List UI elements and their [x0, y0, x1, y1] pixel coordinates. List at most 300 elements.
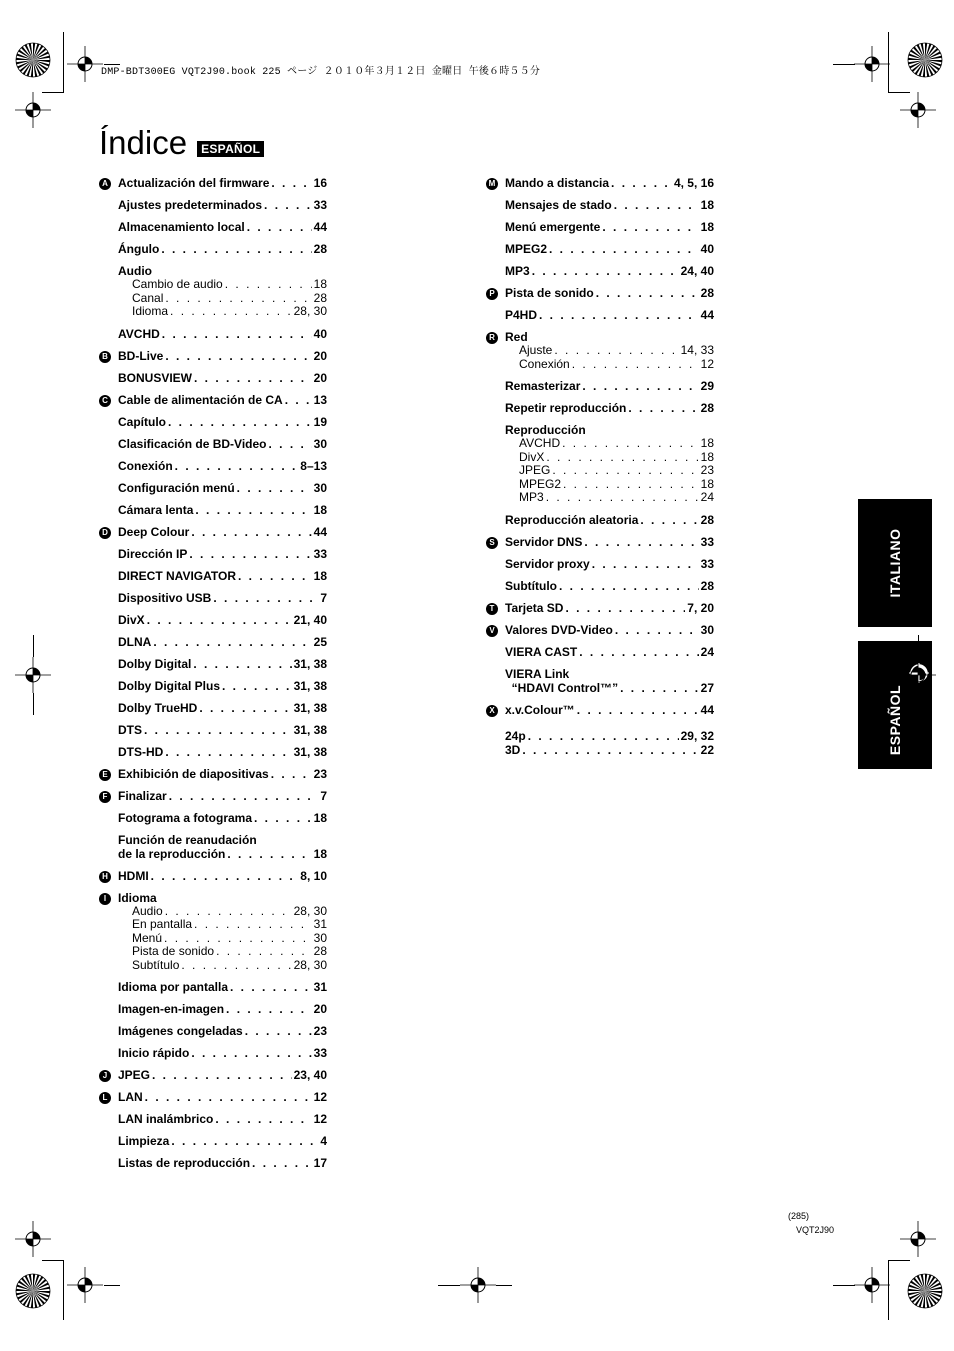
index-entry [486, 264, 714, 278]
index-subentry-pages: 18 [700, 476, 714, 491]
index-subentry-label: AVCHD [519, 436, 561, 450]
index-entry-label: DLNA [118, 634, 152, 649]
index-entry-label: Fotograma a fotograma [118, 810, 253, 825]
index-entry-pages: 44 [700, 308, 714, 322]
index-subentry-pages: 12 [700, 356, 714, 371]
title-text: Índice [99, 124, 188, 161]
index-entry-label: Limpieza [118, 1134, 170, 1148]
index-entry-pages: 27 [700, 680, 714, 695]
index-entry-pages: 44 [313, 220, 327, 234]
index-entry-pages: 8, 10 [300, 868, 327, 883]
index-subentry-row [132, 305, 327, 319]
index-entry-label: VIERA CAST [505, 644, 578, 659]
registration-mark-icon [900, 1221, 936, 1257]
index-subentry-pages: 18 [700, 436, 714, 450]
index-entry-pages: 12 [313, 1090, 327, 1104]
dot-leader [193, 657, 291, 671]
index-entry-pages: 25 [313, 634, 327, 649]
index-entry-row [118, 525, 327, 539]
dot-leader [254, 811, 312, 825]
dot-leader [165, 292, 311, 306]
index-entry-label: Mensajes de stado [505, 198, 612, 212]
dot-leader [572, 358, 699, 372]
index-entry-label: Exhibición de diapositivas [118, 766, 269, 781]
letter-marker-r: R [486, 332, 498, 344]
index-entry-pages: 18 [700, 220, 714, 234]
crop-mark [918, 635, 919, 657]
index-subentry-row [132, 292, 327, 306]
index-entry [486, 513, 714, 527]
index-entry-pages: 33 [313, 546, 327, 561]
dot-leader [546, 491, 699, 505]
document-code: VQT2J90 [796, 1225, 835, 1235]
index-entry [99, 198, 327, 212]
index-entry-pages: 20 [313, 1002, 327, 1016]
dot-leader [151, 869, 299, 883]
dot-leader [271, 176, 311, 190]
crop-mark [496, 1285, 512, 1286]
index-entry-pages: 31, 38 [293, 700, 327, 715]
letter-marker-b: B [99, 351, 111, 363]
index-entry-label: Servidor proxy [505, 556, 590, 571]
index-entry [99, 415, 327, 429]
dot-leader [171, 1134, 318, 1148]
index-entry-row [118, 847, 327, 861]
index-subentry-pages: 14, 33 [680, 343, 714, 357]
index-entry-row [118, 569, 327, 583]
dot-leader [222, 679, 292, 693]
index-entry-row [118, 503, 327, 517]
index-entry-label: LAN [118, 1090, 143, 1104]
index-entry-row [118, 327, 327, 341]
index-entry [99, 242, 327, 256]
dot-leader [189, 547, 311, 561]
index-entry-label: Subtítulo [505, 578, 557, 593]
index-subentry-row [519, 437, 714, 451]
index-entry-label: Dolby Digital [118, 656, 192, 671]
index-entry-row [118, 1134, 327, 1148]
index-entry-label: Dolby Digital Plus [118, 678, 221, 693]
dot-leader [577, 703, 699, 717]
crop-mark [63, 1260, 64, 1320]
index-entry-label: Idioma por pantalla [118, 980, 229, 994]
index-entry-row [118, 1024, 327, 1038]
index-subentry-row [519, 451, 714, 465]
color-rosette-icon [905, 1271, 945, 1311]
index-entry [486, 220, 714, 234]
index-entry [486, 242, 714, 256]
index-entry-row [118, 437, 327, 451]
dot-leader [144, 723, 292, 737]
index-entry [99, 613, 327, 627]
index-subentry-label: Audio [132, 903, 163, 918]
dot-leader [147, 613, 292, 627]
dot-leader [620, 681, 699, 695]
index-entry-label: Dolby TrueHD [118, 700, 198, 715]
index-entry-heading: Idioma [118, 890, 157, 905]
index-entry [486, 729, 714, 743]
index-entry [99, 503, 327, 517]
index-subentry-row [519, 491, 714, 505]
index-entry [486, 176, 714, 190]
crop-mark [33, 635, 34, 657]
index-entry-pages: 33 [313, 1046, 327, 1060]
dot-leader [226, 1002, 312, 1016]
dot-leader [194, 918, 312, 932]
index-entry-label: Menú emergente [505, 220, 601, 234]
index-entry-row [505, 220, 714, 234]
index-entry-pages: 28 [700, 401, 714, 415]
index-subentry-row [519, 344, 714, 358]
index-entry [99, 349, 327, 363]
dot-leader [165, 349, 311, 363]
crop-mark [888, 32, 889, 92]
dot-leader [181, 959, 291, 973]
dot-leader [145, 1090, 312, 1104]
index-entry-row [118, 198, 327, 212]
index-entry-label: Actualización del firmware [118, 176, 270, 190]
side-tab-italiano[interactable] [858, 499, 932, 627]
index-entry-pages: 4, 5, 16 [673, 176, 714, 190]
dot-leader [565, 601, 685, 615]
index-entry-row [505, 703, 714, 717]
dot-leader [522, 743, 698, 757]
index-entry [99, 327, 327, 341]
dot-leader [252, 1156, 312, 1170]
page-title [99, 126, 264, 159]
index-entry [486, 667, 714, 695]
dot-leader [194, 371, 312, 385]
color-rosette-icon [13, 40, 53, 80]
index-entry-pages: 33 [700, 556, 714, 571]
index-entry-label: Inicio rápido [118, 1046, 190, 1060]
index-subentry-row [132, 959, 327, 973]
letter-marker-v: V [486, 625, 498, 637]
index-entry-row [118, 657, 327, 671]
index-entry-row [118, 481, 327, 495]
crop-mark [63, 32, 64, 92]
index-entry-pages: 12 [313, 1112, 327, 1126]
index-entry-row [505, 264, 714, 278]
color-rosette-icon [13, 1271, 53, 1311]
index-subentry-pages: 18 [313, 277, 327, 291]
dot-leader [247, 220, 312, 234]
index-entry [486, 703, 714, 717]
index-subentry-label: Menú [132, 930, 163, 945]
index-subentries [118, 278, 327, 319]
index-subentry-pages: 31 [313, 917, 327, 931]
index-entry-label: HDMI [118, 868, 149, 883]
index-entry-label: DIRECT NAVIGATOR [118, 568, 237, 583]
index-entry-label: DivX [118, 612, 145, 627]
letter-marker-a: A [99, 178, 111, 190]
index-entry [99, 789, 327, 803]
index-entry-row [118, 371, 327, 385]
dot-leader [285, 393, 312, 407]
index-entry [99, 657, 327, 671]
dot-leader [264, 198, 312, 212]
dot-leader [170, 305, 292, 319]
index-entry-pages: 31 [313, 980, 327, 994]
registration-mark-icon [854, 46, 890, 82]
dot-leader [628, 401, 698, 415]
crop-mark [888, 1260, 910, 1261]
index-entry-pages: 17 [313, 1156, 327, 1170]
index-subentries [505, 437, 714, 505]
index-subentry-pages: 28 [313, 944, 327, 958]
index-subentry-pages: 28 [313, 290, 327, 305]
index-entry [99, 891, 327, 973]
index-subentry-row [132, 945, 327, 959]
index-entry-row [118, 1068, 327, 1082]
index-entry-pages: 29, 32 [680, 728, 714, 743]
index-entry [99, 569, 327, 583]
index-subentry-label: Canal [132, 290, 164, 305]
crop-mark [833, 64, 855, 65]
letter-marker-e: E [99, 769, 111, 781]
index-subentry-label: En pantalla [132, 917, 193, 931]
index-entry-row [118, 789, 327, 803]
dot-leader [268, 437, 311, 451]
index-entry-pages: 31, 38 [293, 678, 327, 693]
index-entry [486, 308, 714, 322]
index-entry-label: Repetir reproducción [505, 401, 627, 415]
index-entry-label: Imagen-en-imagen [118, 1002, 225, 1016]
index-entry-pages: 18 [313, 846, 327, 861]
index-entry-row [118, 723, 327, 737]
crop-mark [42, 1260, 64, 1261]
index-entry-label: Reproducción aleatoria [505, 512, 639, 527]
dot-leader [191, 525, 311, 539]
index-subentry-label: Idioma [132, 304, 169, 318]
index-entry [99, 1156, 327, 1170]
index-entry-pages: 23 [313, 1024, 327, 1038]
index-subentry-row [132, 905, 327, 919]
index-entry [99, 1090, 327, 1104]
index-entry-row [118, 1046, 327, 1060]
letter-marker-s: S [486, 537, 498, 549]
index-entry-label: Listas de reproducción [118, 1156, 251, 1170]
dot-leader [596, 286, 699, 300]
dot-leader [245, 1024, 312, 1038]
index-entry [99, 220, 327, 234]
index-entry-label: AVCHD [118, 326, 160, 341]
dot-leader [199, 701, 291, 715]
index-entry-row [118, 745, 327, 759]
index-entry-pages: 31, 38 [293, 656, 327, 671]
dot-leader [191, 1046, 311, 1060]
index-entry-row [118, 679, 327, 693]
letter-marker-c: C [99, 395, 111, 407]
dot-leader [169, 789, 319, 803]
crop-mark [918, 693, 919, 715]
index-entry-row [505, 198, 714, 212]
registration-mark-icon [460, 1267, 496, 1303]
index-entry [99, 1002, 327, 1016]
index-column-right [486, 176, 714, 765]
index-entry-pages: 4 [320, 1134, 327, 1148]
index-entry-pages: 18 [313, 502, 327, 517]
index-entry [486, 286, 714, 300]
letter-marker-f: F [99, 791, 111, 803]
index-entry-label: DTS [118, 722, 142, 737]
index-entry-row [118, 176, 327, 190]
index-subentry-row [132, 278, 327, 292]
index-entry [486, 743, 714, 757]
index-subentry-pages: 24 [700, 490, 714, 504]
index-entry [99, 1046, 327, 1060]
index-entry-row [505, 242, 714, 256]
dot-leader [592, 557, 699, 571]
index-entry-row [118, 242, 327, 256]
index-entry-label: Imágenes congeladas [118, 1024, 243, 1038]
index-entry-pages: 13 [313, 392, 327, 407]
index-entry-row [118, 869, 327, 883]
index-entry-label: Finalizar [118, 788, 167, 803]
index-entry-pages: 28 [700, 512, 714, 527]
index-entry-label: DTS-HD [118, 744, 164, 759]
index-entry [486, 401, 714, 415]
index-entry-heading: Audio [118, 264, 152, 278]
index-entry-label: Almacenamiento local [118, 220, 245, 234]
index-entry-label: Ajustes predeterminados [118, 198, 263, 212]
index-subentries [118, 905, 327, 973]
registration-mark-icon [900, 657, 936, 693]
dot-leader [237, 481, 312, 495]
index-entry-pages: 40 [700, 242, 714, 256]
index-entry-row [118, 1112, 327, 1126]
index-subentry-label: Ajuste [519, 343, 553, 357]
index-entry-row [118, 613, 327, 627]
dot-leader [152, 1068, 292, 1082]
index-entry-pages: 29 [700, 379, 714, 393]
index-entry-pages: 30 [700, 622, 714, 637]
dot-leader [195, 503, 311, 517]
registration-mark-icon [67, 46, 103, 82]
index-subentry-pages: 30 [313, 930, 327, 945]
dot-leader [614, 198, 699, 212]
index-entry-pages: 44 [313, 524, 327, 539]
dot-leader [559, 579, 699, 593]
index-entry-row [118, 1002, 327, 1016]
index-entry [486, 557, 714, 571]
index-entry-pages: 28 [700, 286, 714, 300]
letter-marker-m: M [486, 178, 498, 190]
dot-leader [175, 459, 299, 473]
index-entry-label: Clasificación de BD-Video [118, 436, 267, 451]
index-entry-row [505, 579, 714, 593]
index-entry-pages: 30 [313, 480, 327, 495]
index-entry-row [118, 767, 327, 781]
index-subentry-row [519, 358, 714, 372]
index-entry-row [505, 176, 714, 190]
index-entry-label: Dispositivo USB [118, 590, 212, 605]
registration-mark-icon [854, 1267, 890, 1303]
index-entry [99, 264, 327, 319]
index-entry-label: Deep Colour [118, 524, 190, 539]
index-entry [486, 379, 714, 393]
index-entry-label: Remasterizar [505, 379, 581, 393]
index-entry [99, 1134, 327, 1148]
dot-leader [584, 535, 698, 549]
index-entry [99, 767, 327, 781]
index-entry [486, 535, 714, 549]
letter-marker-p: P [486, 288, 498, 300]
index-entry-heading: Reproducción [505, 423, 586, 437]
crop-mark [833, 1285, 855, 1286]
index-entry-pages: 24 [700, 644, 714, 659]
index-entry-row [505, 401, 714, 415]
index-entry-pages: 28 [700, 578, 714, 593]
index-subentry-label: MP3 [519, 490, 544, 504]
index-column-left [99, 176, 327, 1178]
index-entry [486, 423, 714, 505]
index-entry [99, 701, 327, 715]
index-entry [99, 176, 327, 190]
index-entry-pages: 24, 40 [680, 264, 714, 278]
index-entry-label: Capítulo [118, 414, 166, 429]
index-entry-pages: 19 [313, 414, 327, 429]
letter-marker-l: L [99, 1092, 111, 1104]
index-entry-label: Conexión [118, 458, 173, 473]
index-subentry-row [132, 918, 327, 932]
index-entry [99, 745, 327, 759]
index-entry-row [505, 286, 714, 300]
index-entry [99, 459, 327, 473]
index-entry-pages: 28 [313, 242, 327, 256]
index-subentry-pages: 28, 30 [293, 304, 327, 318]
index-entry-pages: 33 [700, 534, 714, 549]
index-entry [99, 525, 327, 539]
crop-mark [888, 1260, 889, 1320]
index-entry-row [118, 591, 327, 605]
dot-leader [164, 932, 312, 946]
index-entry-pages: 18 [313, 810, 327, 825]
dot-leader [161, 242, 311, 256]
dot-leader [528, 729, 679, 743]
index-entry-label: “HDAVI Control™” [505, 680, 619, 695]
dot-leader [602, 220, 698, 234]
letter-marker-j: J [99, 1070, 111, 1082]
letter-marker-h: H [99, 871, 111, 883]
crop-mark [438, 1285, 460, 1286]
index-entry-pages: 40 [313, 326, 327, 341]
index-entry-row [505, 601, 714, 615]
index-entry-pages: 31, 38 [293, 744, 327, 759]
index-entry-row [505, 623, 714, 637]
index-entry-pages: 44 [700, 702, 714, 717]
index-entry-pages: 20 [313, 370, 327, 385]
dot-leader [227, 847, 311, 861]
index-entry-row [118, 635, 327, 649]
index-entry-row [118, 1090, 327, 1104]
dot-leader [563, 478, 699, 492]
index-subentry-row [519, 478, 714, 492]
index-entry-label: Pista de sonido [505, 286, 594, 300]
index-entry-pages: 31, 38 [293, 722, 327, 737]
index-entry-label: MP3 [505, 264, 530, 278]
index-entry-pages: 7 [320, 590, 327, 605]
side-tab-italiano-label: ITALIANO [887, 528, 903, 598]
dot-leader [162, 327, 312, 341]
index-entry [486, 645, 714, 659]
color-rosette-icon [905, 40, 945, 80]
index-entry-pages: 23, 40 [293, 1068, 327, 1082]
index-entry [99, 371, 327, 385]
index-entry [486, 198, 714, 212]
index-entry [99, 393, 327, 407]
letter-marker-t: T [486, 603, 498, 615]
